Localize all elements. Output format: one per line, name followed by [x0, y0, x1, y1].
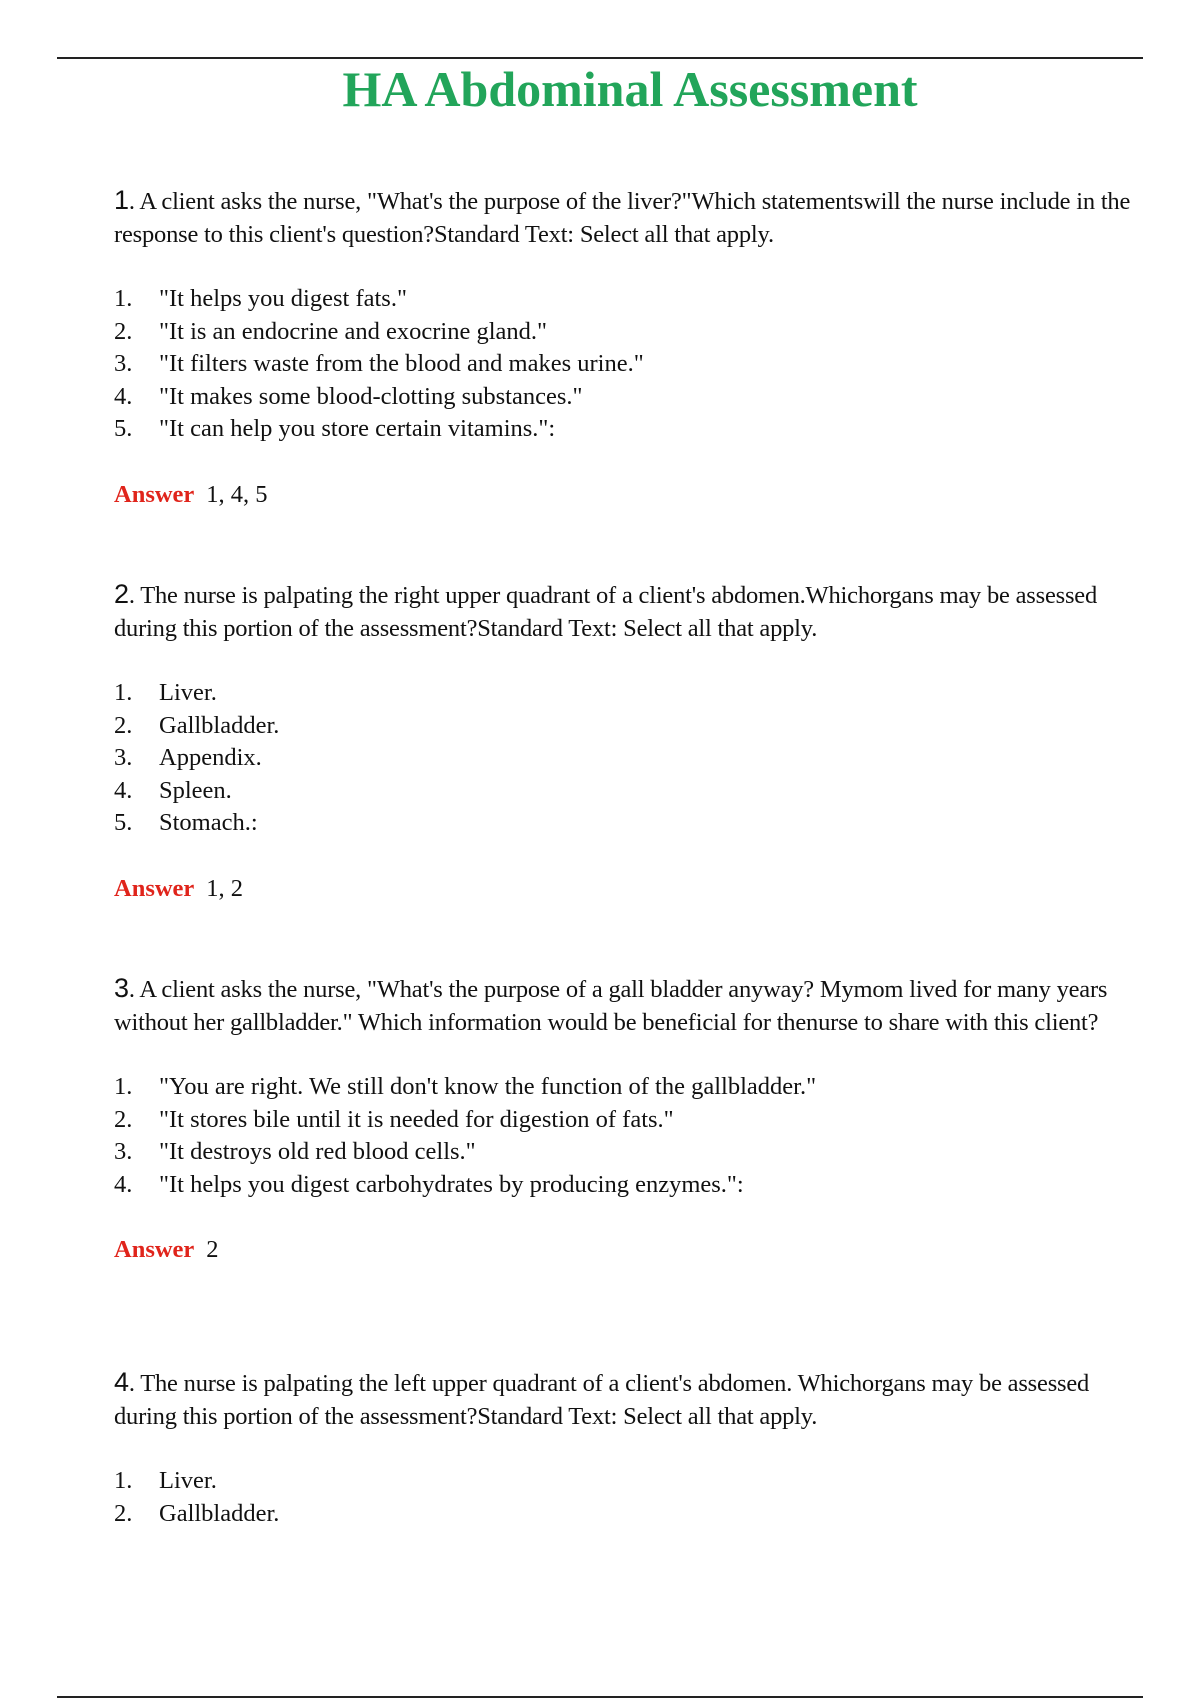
question-4-text	[114, 1366, 1144, 1433]
option-number: 3.	[114, 744, 133, 771]
answer-label: Answer	[114, 480, 195, 508]
answer-value: 1, 4, 5	[206, 480, 268, 508]
option-number: 2.	[114, 317, 133, 345]
question-1	[114, 184, 1144, 511]
option-text: "It helps you digest carbohydrates by producing enzymes.":	[159, 1170, 744, 1198]
question-1-options	[114, 283, 1144, 446]
question-3-stem: . A client asks the nurse, "What's the purpose of a gall bladder anyway? Mymom lived for many years without her gallbladder." Which information would be beneficial for thenurse to share with this client?	[114, 976, 1108, 1036]
bottom-rule	[57, 1696, 1143, 1698]
option-number: 4.	[114, 1170, 133, 1198]
question-3-answer	[114, 1234, 1144, 1267]
option-number: 3.	[114, 1138, 133, 1165]
option-item	[114, 1071, 1144, 1104]
option-number: 4.	[114, 382, 133, 410]
option-number: 1.	[114, 285, 133, 312]
option-number: 4.	[114, 776, 133, 804]
answer-label: Answer	[114, 1236, 195, 1263]
option-text: Liver.	[159, 679, 217, 706]
question-1-stem: . A client asks the nurse, "What's the purpose of the liver?"Which statementswill the nurse include in the response to this client's question?Standard Text: Select all that apply.	[114, 188, 1131, 248]
document-title: HA Abdominal Assessment	[342, 61, 918, 117]
option-text: Appendix.	[159, 744, 262, 771]
option-item	[114, 1465, 1144, 1498]
option-text: Liver.	[159, 1467, 217, 1494]
option-text: "It destroys old red blood cells."	[159, 1138, 476, 1165]
option-text: Spleen.	[159, 776, 232, 804]
option-item	[114, 1136, 1144, 1169]
question-1-answer	[114, 479, 1144, 512]
question-4-number: 4	[114, 1367, 129, 1397]
question-2-text	[114, 578, 1144, 645]
answer-label: Answer	[114, 874, 195, 902]
question-3-text	[114, 972, 1144, 1039]
option-text: Gallbladder.	[159, 711, 280, 739]
option-number: 3.	[114, 350, 133, 377]
option-item	[114, 775, 1144, 808]
question-4	[114, 1366, 1144, 1530]
question-2	[114, 578, 1144, 905]
option-number: 2.	[114, 711, 133, 739]
question-3	[114, 972, 1144, 1267]
option-item	[114, 807, 1144, 840]
option-item	[114, 677, 1144, 710]
question-4-options	[114, 1465, 1144, 1530]
answer-value: 2	[206, 1236, 219, 1263]
question-2-answer	[114, 873, 1144, 906]
option-text: Gallbladder.	[159, 1499, 280, 1527]
question-2-options	[114, 677, 1144, 840]
option-text: Stomach.:	[159, 809, 258, 836]
question-1-text	[114, 184, 1144, 251]
option-item	[114, 1498, 1144, 1531]
option-number: 2.	[114, 1499, 133, 1527]
option-text: "It stores bile until it is needed for digestion of fats."	[159, 1105, 674, 1133]
option-item	[114, 710, 1144, 743]
option-item	[114, 413, 1144, 446]
option-number: 1.	[114, 679, 133, 706]
option-item	[114, 742, 1144, 775]
option-number: 1.	[114, 1467, 133, 1494]
question-1-number: 1	[114, 185, 129, 215]
option-number: 1.	[114, 1073, 133, 1100]
answer-value: 1, 2	[206, 874, 244, 902]
option-number: 5.	[114, 809, 133, 836]
option-text: "It helps you digest fats."	[159, 285, 407, 312]
option-item	[114, 381, 1144, 414]
question-3-number: 3	[114, 973, 129, 1003]
option-item	[114, 348, 1144, 381]
question-2-stem: . The nurse is palpating the right upper quadrant of a client's abdomen.Whichorgans may be assessed during this portion of the assessment?Standard Text: Select all that apply.	[114, 582, 1098, 642]
question-3-options	[114, 1071, 1144, 1201]
option-item	[114, 1169, 1144, 1202]
option-text: "It can help you store certain vitamins.":	[159, 415, 556, 442]
option-item	[114, 283, 1144, 316]
question-4-stem: . The nurse is palpating the left upper quadrant of a client's abdomen. Whichorgans may be assessed during this portion of the assessment?Standard Text: Select all that apply.	[114, 1370, 1090, 1430]
option-number: 2.	[114, 1105, 133, 1133]
option-item	[114, 1104, 1144, 1137]
question-2-number: 2	[114, 579, 129, 609]
option-number: 5.	[114, 415, 133, 442]
option-item	[114, 316, 1144, 349]
option-text: "It filters waste from the blood and makes urine."	[159, 350, 644, 377]
option-text: "It makes some blood-clotting substances."	[159, 382, 583, 410]
option-text: "You are right. We still don't know the function of the gallbladder."	[159, 1073, 817, 1100]
option-text: "It is an endocrine and exocrine gland."	[159, 317, 548, 345]
